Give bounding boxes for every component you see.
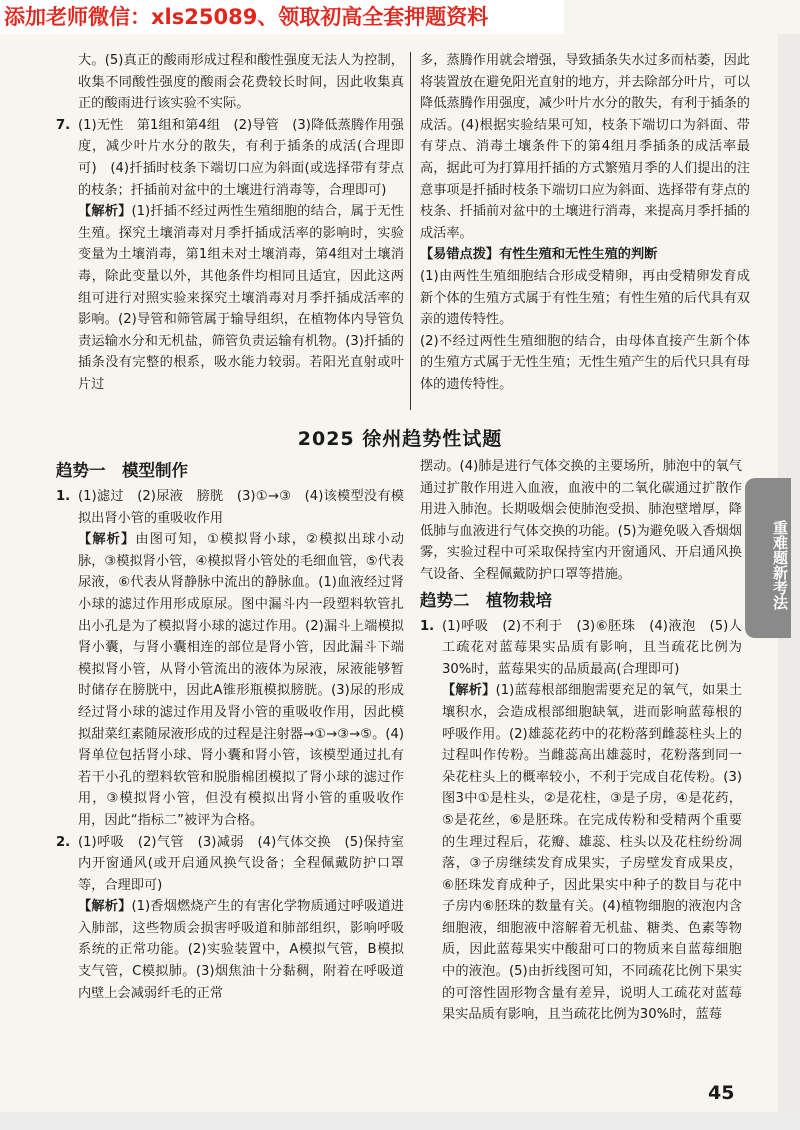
question-number: 2. xyxy=(56,834,71,850)
answer-text: (1)滤过 (2)尿液 膀胱 (3)①→③ (4)该模型没有模拟出肾小管的重吸收作用 xyxy=(78,489,404,526)
question-number: 7. xyxy=(56,117,71,133)
explanation-text: (1)扦插不经过两性生殖细胞的结合，属于无性生殖。探究土壤消毒对月季扦插成活率的影响时，实验变量为土壤消毒，第1组未对土壤消毒，第4组对土壤消毒，除此变量以外，其他条件均相同且适宜，因此这两组可进行对照实验来探究土壤消毒对月季扦插成活率的影响。(2)导管和筛管属于输导组织，在植物体内导管负责运输水分和无机盐，筛管负责运输有机物。(3)扦插的插条没有完整的根系，吸水能力较弱。若阳光直射或叶片过 xyxy=(78,204,404,392)
question-7-explanation xyxy=(56,201,404,395)
explanation-tag: 【解析】 xyxy=(78,204,132,220)
column-divider xyxy=(410,52,411,410)
explanation-continuation: 摆动。(4)肺是进行气体交换的主要场所，肺泡中的氧气通过扩散作用进入血液，血液中的二氧化碳通过扩散作用进入肺泡。长期吸烟会使肺泡受损、肺泡壁增厚，降低肺与血液进行气体交换的功能。(5)为避免吸入香烟烟雾，实验过程中可采取保持室内开窗通风、开启通风换气设备、全程佩戴防护口罩等措施。 xyxy=(420,459,742,582)
tip-heading xyxy=(420,244,750,266)
explanation-tag: 【解析】 xyxy=(78,899,132,915)
trend-1-q2-explanation xyxy=(56,896,404,1004)
page-title: 2025 徐州趋势性试题 xyxy=(297,428,503,450)
question-7-answer xyxy=(56,115,404,201)
question-number: 1. xyxy=(56,489,71,504)
tip-title: 有性生殖和无性生殖的判断 xyxy=(499,247,658,263)
page-number: 45 xyxy=(708,1082,735,1104)
tip-tag: 【易错点拨】 xyxy=(420,247,500,263)
promo-watermark: 添加老师微信：xls25089、领取初高全套押题资料 xyxy=(0,0,564,34)
tip-point-2: (2)不经过两性生殖细胞的结合，由母体直接产生新个体的生殖方式属于无性生殖；无性生殖产生的后代只具有母体的遗传特性。 xyxy=(420,333,750,392)
trend-1-q1-answer xyxy=(56,486,404,529)
right-column-bottom xyxy=(420,456,742,1026)
section-side-tab: 重难题新考法 xyxy=(745,478,791,638)
explanation-text: (1)香烟燃烧产生的有害化学物质通过呼吸道进入肺部，这些物质会损害呼吸道和肺部组织，影响呼吸系统的正常功能。(2)实验装置中，A模拟气管，B模拟支气管，C模拟肺。(3)烟焦油十分黏稠，附着在呼吸道内壁上会减弱纤毛的正常 xyxy=(78,899,404,1001)
explanation-tag: 【解析】 xyxy=(78,532,136,548)
answer-text: (1)呼吸 (2)气管 (3)减弱 (4)气体交换 (5)保持室内开窗通风(或开启通风换气设备；全程佩戴防护口罩等，合理即可) xyxy=(78,834,404,893)
answer-continuation: 大。(5)真正的酸雨形成过程和酸性强度无法人为控制，收集不同酸性强度的酸雨会花费较长时间，因此收集真正的酸雨进行该实验不实际。 xyxy=(78,53,404,112)
left-column-bottom xyxy=(56,456,404,1004)
explanation-text: 由图可知，①模拟肾小球，②模拟出球小动脉，③模拟肾小管，④模拟肾小管处的毛细血管，⑤代表尿液，⑥代表从肾静脉中流出的静脉血。(1)血液经过肾小球的滤过作用形成原尿。图中漏斗内一段塑料软管扎出小孔是为了模拟肾小球的滤过作用。(2)漏斗上端模拟肾小囊，与肾小囊相连的部位是肾小管，因此漏斗下端模拟肾小管，从肾小管流出的液体为尿液，尿液能够暂时储存在膀胱中，因此A锥形瓶模拟膀胱。(3)尿的形成经过肾小球的滤过作用及肾小管的重吸收作用，因此模拟甜菜红素随尿液形成的过程是注射器→①→③→⑤。(4)肾单位包括肾小球、肾小囊和肾小管，该模型通过扎有若干小孔的塑料软管和脱脂棉团模拟了肾小球的滤过作用，③模拟肾小管，但没有模拟出肾小管的重吸收作用，因此“指标二”被评为合格。 xyxy=(78,532,404,828)
left-column-top xyxy=(56,50,404,396)
trend-1-heading: 趋势一 模型制作 xyxy=(56,461,188,480)
trend-1-q2-answer xyxy=(56,832,404,897)
trend-1-q1-explanation xyxy=(56,529,404,831)
answer-text: (1)无性 第1组和第4组 (2)导管 (3)降低蒸腾作用强度，减少叶片水分的散失，有利于插条的成活(合理即可) (4)扦插时枝条下端切口应为斜面(或选择带有芽点的枝条；扦插前对盆中的土壤进行消毒等，合理即可) xyxy=(78,117,404,198)
question-number: 1. xyxy=(420,618,435,634)
explanation-text: (1)蓝莓根部细胞需要充足的氧气，如果土壤积水，会造成根部细胞缺氧，进而影响蓝莓根的呼吸作用。(2)雄蕊花药中的花粉落到雌蕊柱头上的过程叫作传粉。当雌蕊高出雄蕊时，花粉落到同一朵花柱头上的概率较小，不利于完成自花传粉。(3)图3中①是柱头，②是花柱，③是子房，④是花药，⑤是花丝，⑥是胚珠。在完成传粉和受精两个重要的生理过程后，花瓣、雄蕊、柱头以及花柱纷纷凋落，③子房继续发育成果实，子房壁发育成果皮，⑥胚珠发育成种子，因此果实中种子的数目与花中子房内⑥胚珠的数量有关。(4)植物细胞的液泡内含细胞液，细胞液中溶解着无机盐、糖类、色素等物质，因此蓝莓果实中酸甜可口的物质来自蓝莓细胞中的液泡。(5)由折线图可知，不同疏花比例下果实的可溶性固形物含量有差异，说明人工疏花对蓝莓果实品质有影响，且当疏花比例为30%时，蓝莓 xyxy=(442,683,743,1023)
page-bottom-edge xyxy=(0,1112,800,1130)
trend-2-q1-answer xyxy=(420,616,742,681)
tip-point-1: (1)由两性生殖细胞结合形成受精卵，再由受精卵发育成新个体的生殖方式属于有性生殖；有性生殖的后代具有双亲的遗传特性。 xyxy=(420,268,750,328)
explanation-tag: 【解析】 xyxy=(442,683,496,699)
right-column-top xyxy=(420,50,750,396)
explanation-continuation: 多，蒸腾作用就会增强，导致插条失水过多而枯萎，因此将装置放在避免阳光直射的地方，并去除部分叶片，可以降低蒸腾作用强度，减少叶片水分的散失，有利于插条的成活。(4)根据实验结果可知，枝条下端切口为斜面、带有芽点、消毒土壤条件下的第4组月季插条的成活率最高，据此可为打算用扦插的方式繁殖月季的人们提出的注意事项是扦插时枝条下端切口应为斜面、选择带有芽点的枝条、扦插前对盆中的土壤进行消毒，来提高月季扦插的成活率。 xyxy=(420,53,750,241)
trend-2-q1-explanation xyxy=(420,680,742,1026)
answer-text: (1)呼吸 (2)不利于 (3)⑥胚珠 (4)液泡 (5)人工疏花对蓝莓果实品质有影响，且当疏花比例为30%时，蓝莓果实的品质最高(合理即可) xyxy=(442,618,742,677)
trend-2-heading: 趋势二 植物栽培 xyxy=(420,590,552,610)
